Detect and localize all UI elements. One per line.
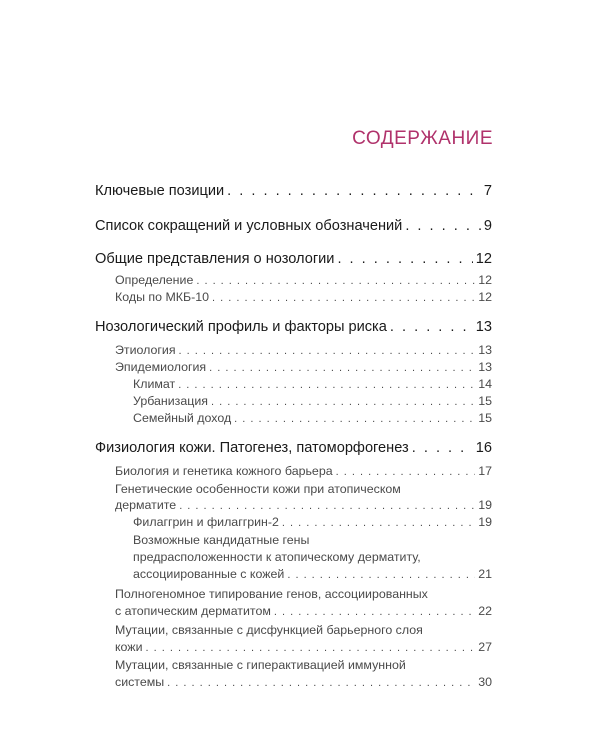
toc-entry [95, 251, 492, 269]
toc-entry-title: кожи [115, 640, 143, 654]
toc-page-number: 12 [475, 251, 492, 267]
toc-entry-title-line: Возможные кандидатные гены [133, 533, 310, 547]
toc-page-number: 22 [478, 604, 492, 618]
toc-page-number: 9 [483, 218, 492, 234]
dot-leader [196, 275, 475, 288]
toc-entry [95, 440, 492, 458]
dot-leader [412, 440, 473, 458]
toc-page-number: 12 [478, 273, 492, 287]
toc-entry [115, 290, 492, 305]
toc-page-number: 30 [478, 675, 492, 689]
dot-leader [337, 251, 472, 269]
toc-entry-title: Список сокращений и условных обозначений [95, 218, 403, 234]
toc-entry-title: Филаггрин и филаггрин-2 [133, 515, 279, 529]
dot-leader [227, 183, 481, 201]
toc-entry-title: Ключевые позиции [95, 183, 225, 199]
toc-entry [95, 319, 492, 337]
dot-leader [234, 413, 475, 426]
toc-entry [133, 515, 492, 530]
toc-entry-title: Коды по МКБ-10 [115, 290, 210, 304]
page-title: СОДЕРЖАНИЕ [352, 128, 493, 149]
toc-entry-title: Эпидемиология [115, 360, 207, 374]
toc-entry [115, 498, 492, 513]
toc-entry-title: Этиология [115, 343, 176, 357]
toc-entry-title: дерматите [115, 498, 177, 512]
dot-leader [178, 379, 475, 392]
dot-leader [405, 218, 481, 236]
dot-leader [146, 642, 476, 655]
toc-page-number: 7 [483, 183, 492, 199]
toc-page-number: 17 [478, 464, 492, 478]
toc-entry-title-line: Генетические особенности кожи при атопическом [115, 482, 401, 496]
toc-page-number: 13 [475, 319, 492, 335]
toc-entry-title: Определение [115, 273, 194, 287]
toc-entry [115, 604, 492, 619]
toc-page-number: 15 [478, 411, 492, 425]
toc-entry [115, 464, 492, 479]
toc-entry [115, 640, 492, 655]
toc-page-number: 12 [478, 290, 492, 304]
toc-page-number: 19 [478, 515, 492, 529]
toc-entry-title-line: предрасположенности к атопическому дерматиту, [133, 550, 421, 564]
toc-entry-title: с атопическим дерматитом [115, 604, 271, 618]
dot-leader [390, 319, 473, 337]
toc-entry-title: Нозологический профиль и факторы риска [95, 319, 387, 335]
toc-page-number: 19 [478, 498, 492, 512]
dot-leader [211, 396, 475, 409]
toc-entry-title: Общие представления о нозологии [95, 251, 335, 267]
toc-entry [95, 183, 492, 201]
toc-entry [115, 273, 492, 288]
toc-page-number: 16 [475, 440, 492, 456]
dot-leader [167, 677, 475, 690]
toc-page-number: 21 [478, 567, 492, 581]
dot-leader [209, 362, 475, 375]
toc-entry-title: системы [115, 675, 165, 689]
toc-page-number: 13 [478, 343, 492, 357]
dot-leader [287, 569, 475, 582]
toc-page-number: 13 [478, 360, 492, 374]
toc-entry [95, 218, 492, 236]
toc-entry-title: Семейный доход [133, 411, 232, 425]
toc-entry [115, 675, 492, 690]
toc-entry-title: Урбанизация [133, 394, 208, 408]
dot-leader [179, 500, 475, 513]
toc-page-number: 14 [478, 377, 492, 391]
toc-entry-title-line: Мутации, связанные с дисфункцией барьерного слоя [115, 623, 423, 637]
toc-entry-title: Физиология кожи. Патогенез, патоморфогенез [95, 440, 409, 456]
toc-entry [133, 411, 492, 426]
toc-entry-title: Биология и генетика кожного барьера [115, 464, 333, 478]
toc-page-number: 15 [478, 394, 492, 408]
toc-page-number: 27 [478, 640, 492, 654]
dot-leader [212, 292, 475, 305]
dot-leader [336, 466, 476, 479]
toc-entry [133, 394, 492, 409]
toc-entry [115, 343, 492, 358]
toc-entry-title: ассоциированные с кожей [133, 567, 285, 581]
toc-entry-title-line: Мутации, связанные с гиперактивацией иммунной [115, 658, 406, 672]
toc-entry-title: Климат [133, 377, 176, 391]
dot-leader [282, 517, 475, 530]
toc-entry [133, 377, 492, 392]
dot-leader [274, 606, 475, 619]
toc-entry-title-line: Полногеномное типирование генов, ассоциированных [115, 587, 428, 601]
toc-entry [115, 360, 492, 375]
dot-leader [179, 345, 476, 358]
toc-entry [133, 567, 492, 582]
